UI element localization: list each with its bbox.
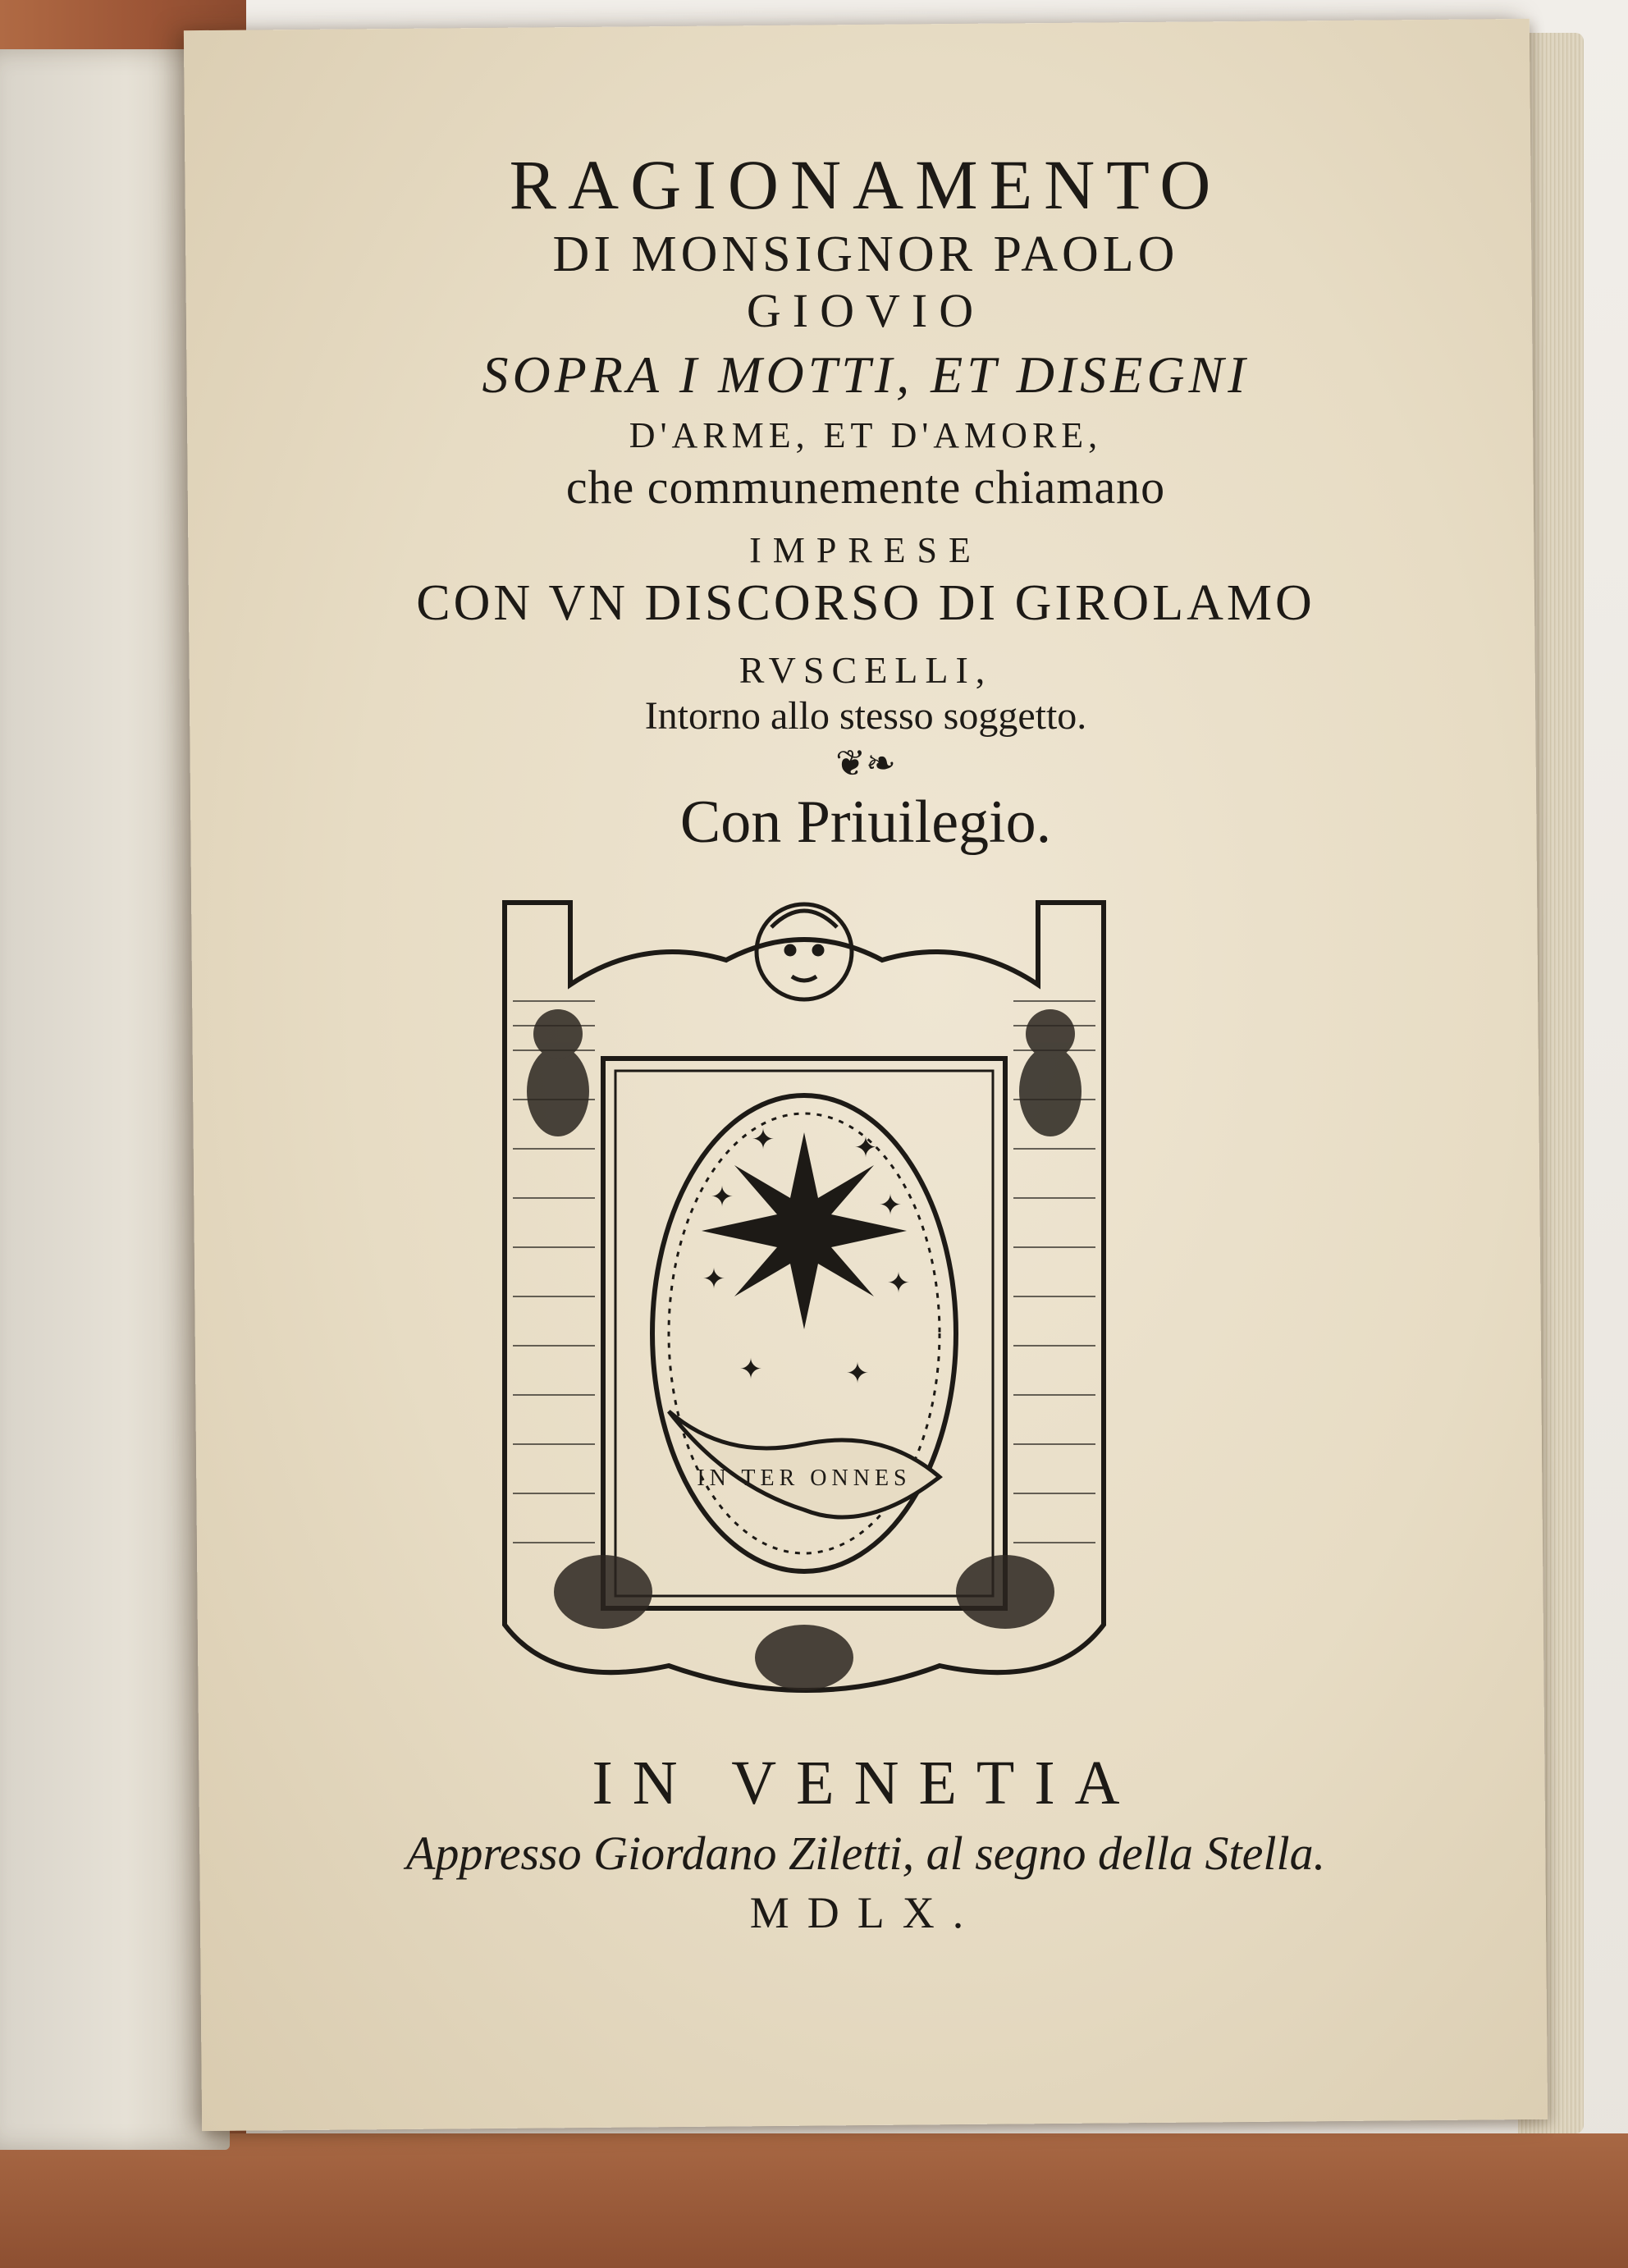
subtitle-4: IMPRESE [749,530,982,570]
author-name: GIOVIO [746,284,985,337]
imprint-place: IN VENETIA [592,1749,1140,1818]
subtitle-3: che communemente chiamano [565,460,1166,514]
svg-text:✦: ✦ [878,1189,903,1222]
fleuron-ornament-icon: ❦❧ [835,743,896,784]
imprint-year: MDLX. [749,1888,982,1937]
privilege-statement: Con Priuilegio. [679,789,1052,856]
svg-text:✦: ✦ [739,1353,763,1386]
svg-text:✦: ✦ [751,1123,775,1156]
author-line: DI MONSIGNOR PAOLO [552,226,1179,282]
book-binding-bottom [0,2133,1628,2268]
svg-text:✦: ✦ [845,1357,870,1390]
discourse-author: RVSCELLI, [739,649,993,691]
discourse-note: Intorno allo stesso soggetto. [644,694,1087,738]
device-motto: IN TER ONNES [697,1466,912,1491]
imprint-publisher: Appresso Giordano Ziletti, al segno della Stella. [405,1827,1326,1880]
svg-text:✦: ✦ [702,1263,726,1296]
subtitle-2: D'ARME, ET D'AMORE, [629,415,1103,455]
printers-device-woodcut [480,886,1128,1731]
discourse-line: CON VN DISCORSO DI GIROLAMO [416,575,1315,631]
mask-head-icon [757,904,852,999]
svg-text:✦: ✦ [886,1267,911,1300]
subtitle: SOPRA I MOTTI, ET DISEGNI [482,345,1250,404]
svg-text:✦: ✦ [710,1181,734,1214]
svg-text:✦: ✦ [853,1132,878,1164]
book-title: RAGIONAMENTO [509,145,1223,224]
